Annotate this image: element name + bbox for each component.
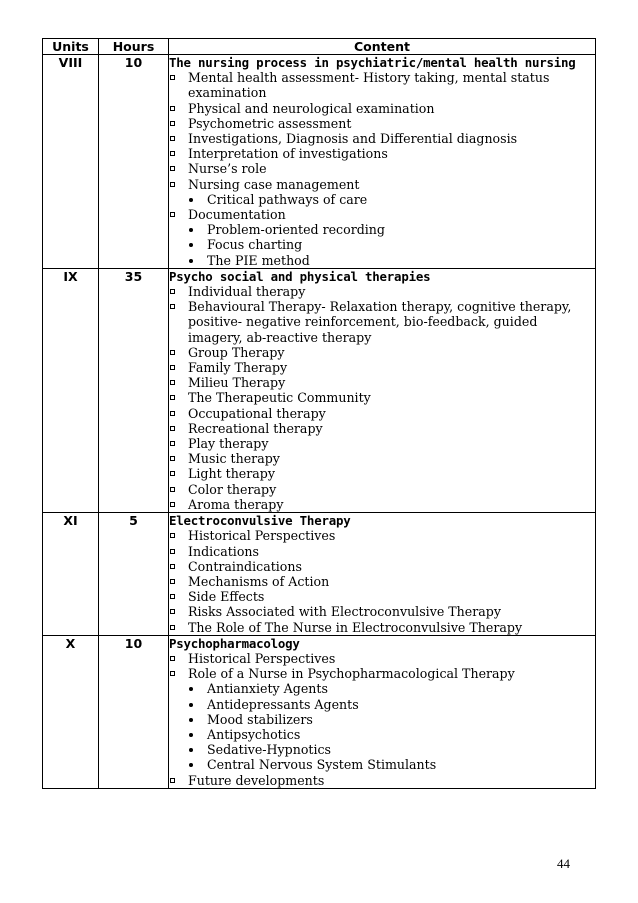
bullet-dot-icon — [189, 228, 193, 232]
item-text: Psychometric assessment — [188, 115, 352, 131]
checkbox-bullet-icon — [170, 121, 175, 126]
checkbox-bullet-icon — [170, 395, 175, 400]
table-row — [43, 635, 596, 788]
item-text: Music therapy — [188, 451, 280, 467]
unit-title: Electroconvulsive Therapy — [169, 513, 351, 529]
checkbox-bullet-icon — [170, 441, 175, 446]
checkbox-bullet-icon — [170, 564, 175, 569]
item-text: Play therapy — [188, 436, 269, 452]
item-text: Behavioural Therapy- Relaxation therapy, cognitive therapy, positive- negative reinforcement, bio-feedback, guided imagery, ab-reactive therapy — [188, 299, 572, 345]
item-text: Recreational therapy — [188, 420, 323, 436]
checkbox-bullet-icon — [170, 166, 175, 171]
checkbox-bullet-icon — [170, 426, 175, 431]
unit-cell: XI — [43, 513, 99, 636]
syllabus-table — [42, 38, 596, 789]
topic-item — [169, 345, 595, 360]
topic-item — [169, 390, 595, 405]
item-text: Focus charting — [207, 237, 303, 253]
content-cell — [169, 268, 596, 512]
header-content: Content — [169, 39, 596, 55]
item-text: Mood stabilizers — [207, 711, 313, 727]
subtopic-item — [169, 697, 595, 712]
header-units: Units — [43, 39, 99, 55]
topic-item — [169, 589, 595, 604]
checkbox-bullet-icon — [170, 212, 175, 217]
bullet-dot-icon — [189, 733, 193, 737]
unit-cell: VIII — [43, 55, 99, 269]
checkbox-bullet-icon — [170, 365, 175, 370]
checkbox-bullet-icon — [170, 471, 175, 476]
checkbox-bullet-icon — [170, 594, 175, 599]
unit-cell: IX — [43, 268, 99, 512]
table-row — [43, 268, 596, 512]
topic-item — [169, 207, 595, 222]
content-cell — [169, 513, 596, 636]
item-text: Critical pathways of care — [207, 191, 368, 207]
checkbox-bullet-icon — [170, 151, 175, 156]
item-text: Investigations, Diagnosis and Differential diagnosis — [188, 131, 518, 147]
checkbox-bullet-icon — [170, 609, 175, 614]
subtopic-item — [169, 712, 595, 727]
item-text: Problem-oriented recording — [207, 222, 385, 238]
item-text: Family Therapy — [188, 360, 288, 376]
topic-item — [169, 482, 595, 497]
subtopic-item — [169, 681, 595, 696]
topic-item — [169, 70, 595, 100]
item-text: Mechanisms of Action — [188, 573, 330, 589]
topic-item — [169, 620, 595, 635]
checkbox-bullet-icon — [170, 656, 175, 661]
page-number: 44 — [557, 856, 570, 871]
item-text: Future developments — [188, 772, 325, 788]
checkbox-bullet-icon — [170, 671, 175, 676]
item-text: Interpretation of investigations — [188, 146, 388, 162]
checkbox-bullet-icon — [170, 289, 175, 294]
item-text: Mental health assessment- History taking, mental status examination — [188, 70, 550, 101]
checkbox-bullet-icon — [170, 75, 175, 80]
checkbox-bullet-icon — [170, 533, 175, 538]
topic-item — [169, 544, 595, 559]
topic-item — [169, 604, 595, 619]
hours-cell: 5 — [99, 513, 169, 636]
checkbox-bullet-icon — [170, 304, 175, 309]
subtopic-item — [169, 237, 595, 252]
topic-item — [169, 131, 595, 146]
checkbox-bullet-icon — [170, 549, 175, 554]
checkbox-bullet-icon — [170, 579, 175, 584]
checkbox-bullet-icon — [170, 625, 175, 630]
item-text: Antipsychotics — [207, 726, 301, 742]
topic-item — [169, 773, 595, 788]
header-hours: Hours — [99, 39, 169, 55]
item-text: Color therapy — [188, 481, 277, 497]
item-text: The Role of The Nurse in Electroconvulsive Therapy — [188, 619, 523, 635]
bullet-dot-icon — [189, 703, 193, 707]
item-text: Light therapy — [188, 466, 275, 482]
bullet-dot-icon — [189, 763, 193, 767]
item-text: Antianxiety Agents — [207, 681, 328, 697]
bullet-dot-icon — [189, 243, 193, 247]
content-cell — [169, 55, 596, 269]
topic-item — [169, 101, 595, 116]
unit-title: Psychopharmacology — [169, 635, 300, 651]
checkbox-bullet-icon — [170, 350, 175, 355]
item-text: Documentation — [188, 207, 286, 223]
checkbox-bullet-icon — [170, 487, 175, 492]
item-text: Nurse’s role — [188, 161, 267, 177]
subtopic-item — [169, 742, 595, 757]
topic-item — [169, 651, 595, 666]
topic-item — [169, 284, 595, 299]
item-text: Side Effects — [188, 589, 265, 605]
topic-item — [169, 146, 595, 161]
topic-item — [169, 436, 595, 451]
table-row — [43, 513, 596, 636]
item-text: The Therapeutic Community — [188, 390, 371, 406]
topic-item — [169, 177, 595, 192]
subtopic-item — [169, 222, 595, 237]
item-text: Role of a Nurse in Psychopharmacological Therapy — [188, 666, 515, 682]
bullet-dot-icon — [189, 687, 193, 691]
topic-item — [169, 375, 595, 390]
topic-item — [169, 360, 595, 375]
topic-item — [169, 559, 595, 574]
unit-cell: X — [43, 635, 99, 788]
checkbox-bullet-icon — [170, 182, 175, 187]
item-text: Group Therapy — [188, 344, 285, 360]
unit-title: The nursing process in psychiatric/mental health nursing — [169, 55, 576, 70]
table-row — [43, 55, 596, 269]
topic-item — [169, 466, 595, 481]
unit-title: Psycho social and physical therapies — [169, 268, 431, 284]
hours-cell: 10 — [99, 635, 169, 788]
checkbox-bullet-icon — [170, 778, 175, 783]
bullet-dot-icon — [189, 748, 193, 752]
item-text: Historical Perspectives — [188, 528, 336, 544]
checkbox-bullet-icon — [170, 380, 175, 385]
item-text: Contraindications — [188, 558, 302, 574]
topic-item — [169, 528, 595, 543]
subtopic-item — [169, 192, 595, 207]
item-text: The PIE method — [207, 252, 310, 268]
hours-cell: 10 — [99, 55, 169, 269]
topic-item — [169, 574, 595, 589]
item-text: Sedative-Hypnotics — [207, 742, 332, 758]
table-header-row — [43, 39, 596, 55]
topic-item — [169, 406, 595, 421]
subtopic-item — [169, 727, 595, 742]
bullet-dot-icon — [189, 718, 193, 722]
topic-item — [169, 299, 595, 345]
topic-item — [169, 497, 595, 512]
bullet-dot-icon — [189, 198, 193, 202]
item-text: Indications — [188, 543, 259, 559]
bullet-dot-icon — [189, 259, 193, 263]
topic-item — [169, 116, 595, 131]
item-text: Antidepressants Agents — [207, 696, 359, 712]
subtopic-item — [169, 757, 595, 772]
checkbox-bullet-icon — [170, 502, 175, 507]
hours-cell: 35 — [99, 268, 169, 512]
content-cell — [169, 635, 596, 788]
topic-item — [169, 421, 595, 436]
item-text: Nursing case management — [188, 176, 360, 192]
checkbox-bullet-icon — [170, 106, 175, 111]
topic-item — [169, 161, 595, 176]
topic-item — [169, 666, 595, 681]
topic-item — [169, 451, 595, 466]
item-text: Aroma therapy — [188, 496, 284, 512]
subtopic-item — [169, 253, 595, 268]
item-text: Physical and neurological examination — [188, 100, 435, 116]
checkbox-bullet-icon — [170, 456, 175, 461]
checkbox-bullet-icon — [170, 136, 175, 141]
item-text: Milieu Therapy — [188, 375, 286, 391]
checkbox-bullet-icon — [170, 411, 175, 416]
item-text: Occupational therapy — [188, 405, 326, 421]
item-text: Individual therapy — [188, 284, 306, 300]
item-text: Risks Associated with Electroconvulsive Therapy — [188, 604, 501, 620]
item-text: Central Nervous System Stimulants — [207, 757, 437, 773]
item-text: Historical Perspectives — [188, 650, 336, 666]
